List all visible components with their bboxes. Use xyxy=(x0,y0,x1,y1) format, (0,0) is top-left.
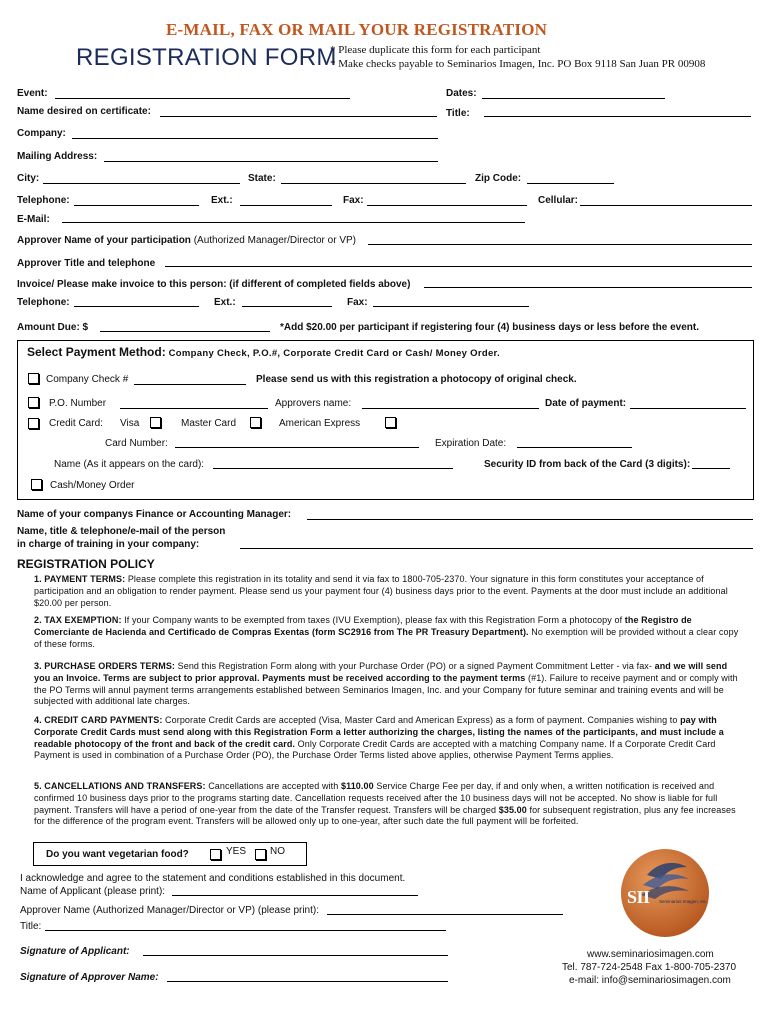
expiration-input[interactable] xyxy=(517,447,632,448)
header-note-duplicate: * Please duplicate this form for each participant xyxy=(330,44,541,56)
title-input[interactable] xyxy=(484,116,751,117)
cash-label: Cash/Money Order xyxy=(50,480,135,491)
email-label: E-Mail: xyxy=(17,214,50,225)
security-id-input[interactable] xyxy=(692,468,730,469)
training-contact-input[interactable] xyxy=(240,548,753,549)
credit-card-checkbox[interactable] xyxy=(28,418,39,429)
policy-2-text-b: No exemption will be provided without a clear copy of these forms. xyxy=(34,626,739,649)
fax-input[interactable] xyxy=(367,205,527,206)
invoice-fax-label: Fax: xyxy=(347,297,368,308)
credit-card-label: Credit Card: xyxy=(49,418,103,429)
training-contact-label-2: in charge of training in your company: xyxy=(17,539,200,550)
approver-name-label xyxy=(17,235,356,246)
po-number-label: P.O. Number xyxy=(49,398,107,409)
name-certificate-input[interactable] xyxy=(160,116,437,117)
invoice-label: Invoice/ Please make invoice to this person: (if different of completed fields above) xyxy=(17,279,411,290)
invoice-telephone-input[interactable] xyxy=(74,306,199,307)
policy-4-bold: pay with Corporate Credit Cards must send along with this Registration Form a letter authorizing the charges, listing the names of the participants, and must include a readable photocopy of the front and back of the credit card. xyxy=(34,715,724,749)
contact-email[interactable]: e-mail: info@seminariosimagen.com xyxy=(569,975,731,986)
training-contact-label-1: Name, title & telephone/e-mail of the person xyxy=(17,526,226,537)
policy-2-text-a: If your Company wants to be exempted from taxes (IVU Exemption), please fax with this Registration Form a photocopy of xyxy=(121,615,625,625)
applicant-name-input[interactable] xyxy=(172,895,418,896)
vegetarian-yes-checkbox[interactable] xyxy=(210,849,221,860)
cash-checkbox[interactable] xyxy=(31,479,42,490)
dates-label: Dates: xyxy=(446,88,477,99)
ext-input[interactable] xyxy=(240,205,332,206)
mailing-address-input[interactable] xyxy=(104,161,438,162)
policy-tax-exemption xyxy=(34,615,740,650)
approver-print-input[interactable] xyxy=(327,914,563,915)
policy-1-title: 1. PAYMENT TERMS: xyxy=(34,574,126,584)
event-input[interactable] xyxy=(55,98,350,99)
policy-2-bold: the Registro de Comerciante de Hacienda and Certificado de Compras Exentas (form SC2916 from The PR Treasury Department). xyxy=(34,615,692,637)
company-check-label: Company Check # xyxy=(46,374,129,385)
applicant-name-label: Name of Applicant (please print): xyxy=(20,886,166,897)
company-logo xyxy=(617,845,713,941)
logo-mark: SII xyxy=(627,887,650,907)
acknowledge-statement: I acknowledge and agree to the statement and conditions established in this document. xyxy=(20,873,406,884)
policy-4-title: 4. CREDIT CARD PAYMENTS: xyxy=(34,715,163,725)
finance-manager-input[interactable] xyxy=(307,519,753,520)
invoice-fax-input[interactable] xyxy=(373,306,529,307)
approver-title-input[interactable] xyxy=(165,266,752,267)
policy-credit-card xyxy=(34,715,740,762)
policy-cancellations xyxy=(34,781,740,828)
logo-tagline: Seminarios Imagen, Inc. xyxy=(659,899,708,904)
company-check-checkbox[interactable] xyxy=(28,373,39,384)
visa-checkbox[interactable] xyxy=(150,417,161,428)
approvers-name-input[interactable] xyxy=(362,408,539,409)
security-id-label: Security ID from back of the Card (3 digits): xyxy=(484,459,691,470)
card-number-input[interactable] xyxy=(175,447,419,448)
company-check-input[interactable] xyxy=(134,384,246,385)
city-input[interactable] xyxy=(43,183,240,184)
vegetarian-no-label: NO xyxy=(270,846,285,857)
approver-name-input[interactable] xyxy=(368,244,752,245)
event-label: Event: xyxy=(17,88,48,99)
date-payment-label: Date of payment: xyxy=(545,398,627,409)
dates-input[interactable] xyxy=(482,98,665,99)
payment-heading-bold: Select Payment Method: xyxy=(27,345,166,359)
telephone-input[interactable] xyxy=(74,205,199,206)
late-fee-note: *Add $20.00 per participant if registering four (4) business days or less before the event. xyxy=(280,322,700,333)
header-note-checks: * Make checks payable to Seminarios Imagen, Inc. PO Box 9118 San Juan PR 00908 xyxy=(330,58,706,70)
invoice-ext-label: Ext.: xyxy=(214,297,236,308)
policy-purchase-orders xyxy=(34,661,740,708)
invoice-ext-input[interactable] xyxy=(242,306,332,307)
title-label: Title: xyxy=(446,108,470,119)
ack-title-label: Title: xyxy=(20,921,42,932)
vegetarian-yes-label: YES xyxy=(226,846,247,857)
policy-3-title: 3. PURCHASE ORDERS TERMS: xyxy=(34,661,176,671)
vegetarian-question: Do you want vegetarian food? xyxy=(46,849,189,860)
telephone-label: Telephone: xyxy=(17,195,70,206)
contact-website[interactable]: www.seminariosimagen.com xyxy=(587,949,714,960)
mailing-address-label: Mailing Address: xyxy=(17,151,98,162)
policy-1-text: Please complete this registration in its totality and send it via fax to 1800-705-2370. Your signature in this form constitutes your acceptance of participation and an obligation to render payment. Please send us your payment four (4) business days prior to the event. Payments at the door must include an additional $20.00 per person. xyxy=(34,574,728,608)
cellular-label: Cellular: xyxy=(538,195,579,206)
banner-title: E-MAIL, FAX OR MAIL YOUR REGISTRATION xyxy=(166,20,548,39)
policy-5-title: 5. CANCELLATIONS AND TRANSFERS: xyxy=(34,781,206,791)
fax-label: Fax: xyxy=(343,195,364,206)
approver-print-label: Approver Name (Authorized Manager/Director or VP) (please print): xyxy=(20,905,320,916)
signature-applicant-label: Signature of Applicant: xyxy=(20,946,130,957)
policy-3-bold: and we will send you an Invoice. Terms are subject to prior approval. Payments must be received according to the payment terms xyxy=(34,661,728,683)
signature-approver-label: Signature of Approver Name: xyxy=(20,972,159,983)
approver-title-label: Approver Title and telephone xyxy=(17,258,156,269)
american-express-checkbox[interactable] xyxy=(385,417,396,428)
policy-5-text-b: Service Charge Fee per day, if and only when, a written notification is received and confirmed 10 business days prior to the programs starting date. Cancellation requests received after the 10 business days will not be accepted. No show is liable for full payment. Transfers will have a period of one-year from the date of the Transfer request. Transfers will be charged xyxy=(34,781,718,815)
approver-name-label-bold: Approver Name of your participation xyxy=(17,235,191,246)
name-on-card-input[interactable] xyxy=(213,468,453,469)
check-note: Please send us with this registration a photocopy of original check. xyxy=(256,374,577,385)
city-label: City: xyxy=(17,173,40,184)
expiration-label: Expiration Date: xyxy=(435,438,507,449)
ext-label: Ext.: xyxy=(211,195,233,206)
state-label: State: xyxy=(248,173,276,184)
cellular-input[interactable] xyxy=(580,205,752,206)
zip-label: Zip Code: xyxy=(475,173,522,184)
name-certificate-label: Name desired on certificate: xyxy=(17,106,151,117)
policy-5-text-c: for subsequent registration, plus any fee increases for the difference of the program event. Transfers will be allowed only up to one-year, after such date the full payment will be forfeited. xyxy=(34,804,736,827)
policy-5-bold-b: $35.00 xyxy=(498,804,527,815)
approvers-name-label: Approvers name: xyxy=(275,398,352,409)
payment-heading xyxy=(27,345,500,359)
payment-heading-rest: Company Check, P.O.#, Corporate Credit Card or Cash/ Money Order. xyxy=(165,348,500,359)
form-title: REGISTRATION FORM xyxy=(76,44,337,71)
contact-phone: Tel. 787-724-2548 Fax 1-800-705-2370 xyxy=(562,962,737,973)
finance-manager-label: Name of your companys Finance or Accounting Manager: xyxy=(17,509,292,520)
signature-applicant-input[interactable] xyxy=(143,955,448,956)
ack-title-input[interactable] xyxy=(45,930,446,931)
po-number-input[interactable] xyxy=(120,408,268,409)
master-card-label: Master Card xyxy=(181,418,237,429)
policy-payment-terms xyxy=(34,574,740,609)
date-payment-input[interactable] xyxy=(630,408,746,409)
card-number-label: Card Number: xyxy=(105,438,168,449)
name-on-card-label: Name (As it appears on the card): xyxy=(54,459,205,470)
policy-3-text-a: Send this Registration Form along with your Purchase Order (PO) or a signed Payment Commitment Letter - via fax- xyxy=(175,661,655,671)
amount-due-input[interactable] xyxy=(100,331,270,332)
state-input[interactable] xyxy=(281,183,466,184)
po-checkbox[interactable] xyxy=(28,397,39,408)
company-label: Company: xyxy=(17,128,66,139)
amount-due-label: Amount Due: $ xyxy=(17,322,89,333)
approver-name-label-rest: (Authorized Manager/Director or VP) xyxy=(190,235,356,246)
visa-label: Visa xyxy=(120,418,140,429)
policy-3-text-b: (#1). Failure to receive payment and or comply with the PO Terms will annul payment terms arrangements established between Seminarios Imagen, Inc. and your Company for future seminar and training events and will be subjected with additional late charges. xyxy=(34,672,738,707)
policy-heading: REGISTRATION POLICY xyxy=(17,557,155,571)
signature-approver-input[interactable] xyxy=(167,981,448,982)
policy-5-text-a: Cancellations are accepted with xyxy=(205,781,341,791)
company-input[interactable] xyxy=(72,138,438,139)
email-input[interactable] xyxy=(62,222,525,223)
invoice-telephone-label: Telephone: xyxy=(17,297,70,308)
policy-4-text-a: Corporate Credit Cards are accepted (Visa, Master Card and American Express) as a form of payment. Companies wishing to xyxy=(162,715,681,725)
policy-2-title: 2. TAX EXEMPTION: xyxy=(34,615,122,625)
vegetarian-no-checkbox[interactable] xyxy=(255,849,266,860)
policy-5-bold-a: $110.00 xyxy=(340,781,374,791)
zip-input[interactable] xyxy=(527,183,614,184)
policy-4-text-b: Only Corporate Credit Cards are accepted with a matching Company name. If a Corporate Credit Card Payment is used in combination of a Purchase Order (PO), the Purchase Order Terms listed above applies, otherwise Payment Terms applies. xyxy=(34,738,716,761)
american-express-label: American Express xyxy=(279,418,361,429)
invoice-input[interactable] xyxy=(424,287,752,288)
master-card-checkbox[interactable] xyxy=(250,417,261,428)
